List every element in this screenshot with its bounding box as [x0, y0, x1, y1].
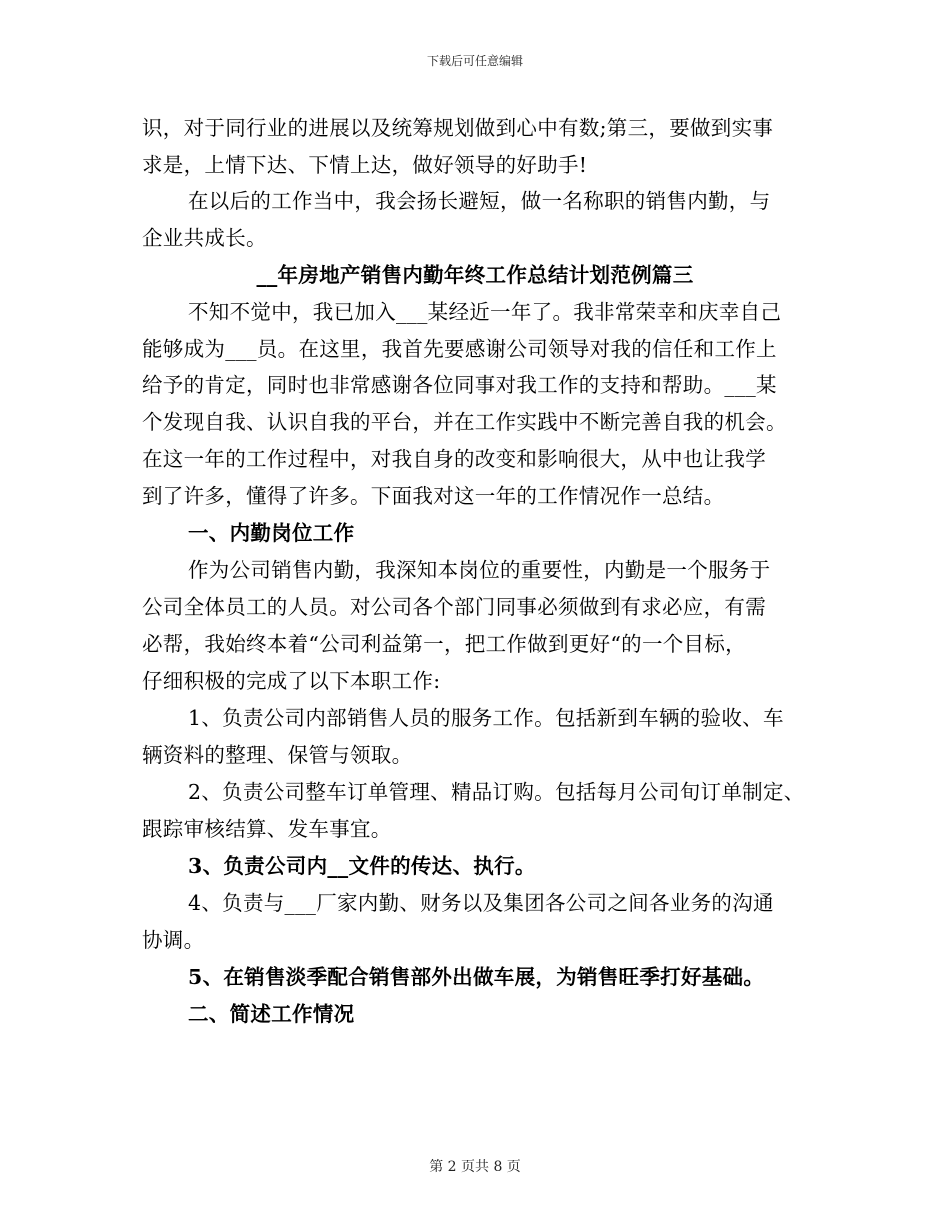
body-line: 必帮，我始终本着“公司利益第一，把工作做到更好“的一个目标， — [142, 632, 746, 656]
heading-1: 一、内勤岗位工作 — [188, 521, 355, 545]
list-item: 1、负责公司内部销售人员的服务工作。包括新到车辆的验收、车 — [188, 706, 784, 730]
body-line: 给予的肯定，同时也非常感谢各位同事对我工作的支持和帮助。___某 — [142, 373, 777, 397]
body-line: 到了许多，懂得了许多。下面我对这一年的工作情况作一总结。 — [142, 484, 725, 508]
page-footer: 第 2 页共 8 页 — [429, 1159, 521, 1175]
body-line: 跟踪审核结算、发车事宜。 — [142, 817, 392, 841]
heading-2: 二、简述工作情况 — [188, 1002, 355, 1026]
list-item: 4、负责与___厂家内勤、财务以及集团各公司之间各业务的沟通 — [188, 891, 774, 915]
body-line: 不知不觉中，我已加入___某经近一年了。我非常荣幸和庆幸自己 — [188, 300, 782, 324]
body-line: 公司全体员工的人员。对公司各个部门同事必须做到有求必应，有需 — [142, 595, 766, 619]
body-line: 仔细积极的完成了以下本职工作: — [142, 669, 441, 693]
body-line: 在以后的工作当中，我会扬长避短，做一名称职的销售内勤，与 — [188, 189, 771, 213]
body-line: 辆资料的整理、保管与领取。 — [142, 743, 413, 767]
body-line: 求是，上情下达、下情上达，做好领导的好助手! — [142, 153, 588, 177]
body-line: 能够成为___员。在这里，我首先要感谢公司领导对我的信任和工作上 — [142, 337, 777, 361]
body-line: 个发现自我、认识自我的平台，并在工作实践中不断完善自我的机会。 — [142, 410, 787, 434]
list-item: 5、在销售淡季配合销售部外出做车展，为销售旺季打好基础。 — [188, 965, 765, 989]
section-title: __年房地产销售内勤年终工作总结计划范例篇三 — [256, 263, 694, 287]
list-item: 3、负责公司内__文件的传达、执行。 — [188, 854, 536, 878]
list-item: 2、负责公司整车订单管理、精品订购。包括每月公司旬订单制定、 — [188, 780, 805, 804]
body-line: 在这一年的工作过程中，对我自身的改变和影响很大，从中也让我学 — [142, 447, 766, 471]
body-line: 识，对于同行业的进展以及统筹规划做到心中有数;第三，要做到实事 — [142, 116, 774, 140]
body-line: 作为公司销售内勤，我深知本岗位的重要性，内勤是一个服务于 — [188, 558, 771, 582]
page-header: 下载后可任意编辑 — [426, 54, 523, 68]
body-line: 企业共成长。 — [142, 226, 267, 250]
body-line: 协调。 — [142, 928, 205, 952]
